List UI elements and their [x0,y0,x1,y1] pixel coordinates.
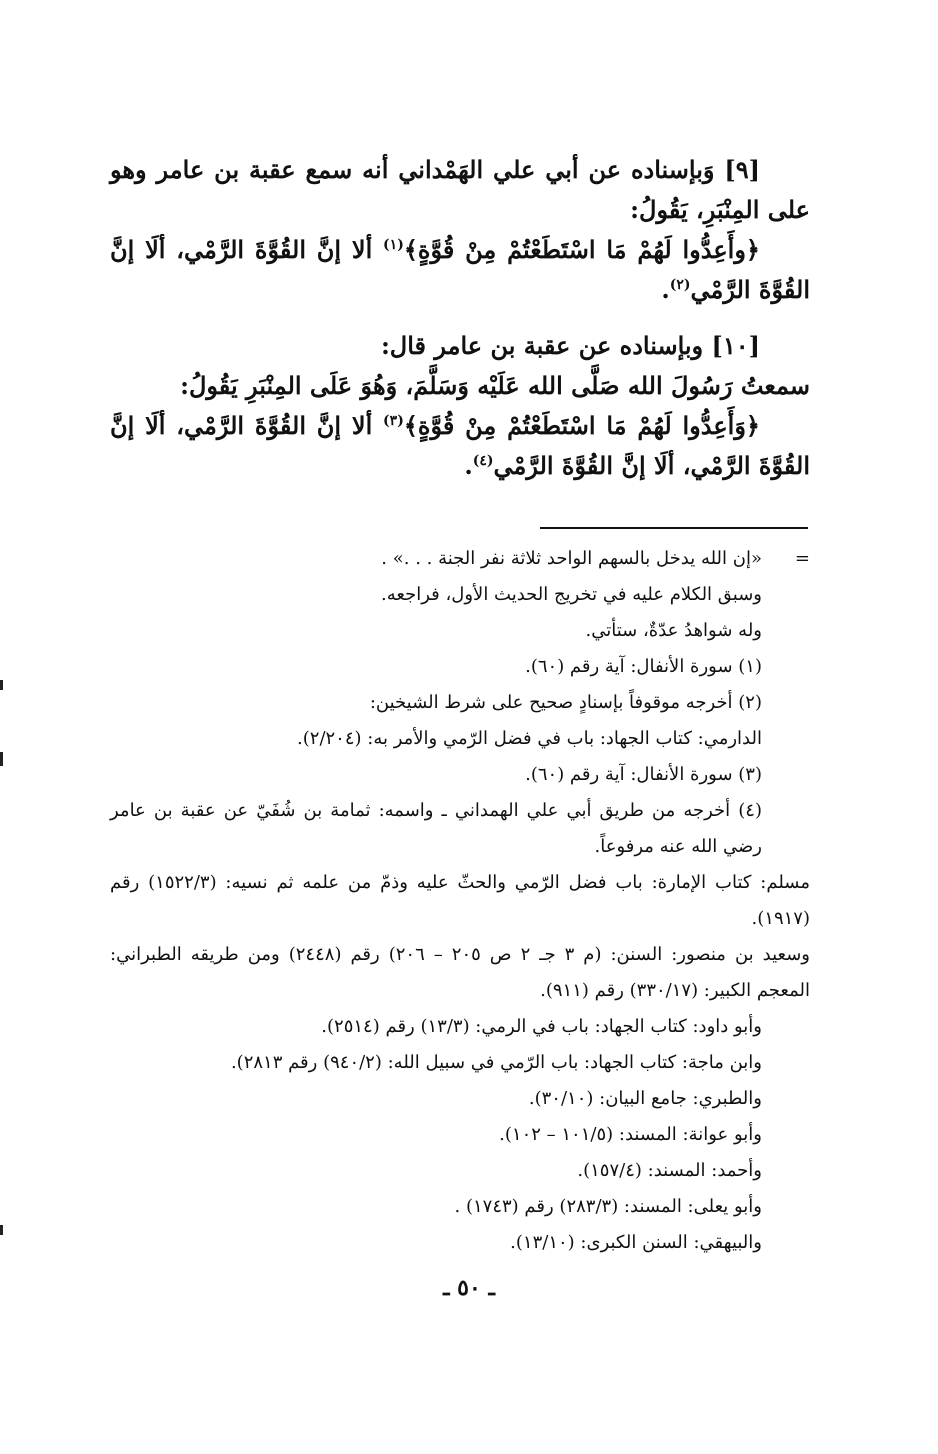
hadith-9-rest-cont: القُوَّةَ الرَّمْي [690,275,810,304]
main-text [110,150,810,486]
footnote-ref-4: (٤) [472,453,494,469]
hadith-10-verse: ﴿وَأَعِدُّوا لَهُمْ مَا اسْتَطَعْتُمْ مِنْ قُوَّةٍ﴾ [403,411,760,440]
hadith-9-text [110,230,810,310]
footnote-4-muslim: مسلم: كتاب الإمارة: باب فضل الرّمي والحثّ عليه وذمّ من علمه ثم نسيه: (١٥٢٢/٣) رقم (١٩١٧). [110,872,811,929]
footnote-4-abuyala: وأبو يعلى: المسند: (٢٨٣/٣) رقم (١٧٤٣) . [454,1196,762,1217]
footnote-4-abudawud: وأبو داود: كتاب الجهاد: باب في الرمي: (١٣/٣) رقم (٢٥١٤). [321,1016,762,1037]
scan-edge-mark [0,1225,3,1235]
hadith-10-text [110,406,810,486]
hadith-9 [110,150,810,230]
footnote-4-bayhaqi: والبيهقي: السنن الكبرى: (١٣/١٠). [510,1232,762,1253]
scan-edge-mark [0,752,3,766]
footnote-2-darimi: الدارمي: كتاب الجهاد: باب في فضل الرّمي والأمر به: (٢/٢٠٤). [297,728,762,749]
footnote-4-saeed: وسعيد بن منصور: السنن: (م ٣ جـ ٢ ص ٢٠٥ – ٢٠٦) رقم (٢٤٤٨) ومن طريقه الطبراني: المعجم الكبير: (٣٣٠/١٧) رقم (٩١١). [110,944,810,1001]
footnote-separator [540,527,808,529]
hadith-10-chain: سمعتُ رَسُولَ الله صَلَّى الله عَلَيْه وَسَلَّمَ، وَهُوَ عَلَى المِنْبَرِ يَقُولُ: [180,371,810,400]
footnote-ref-1: (١) [383,237,404,253]
footnote-ref-2: (٢) [669,277,691,293]
hadith-9-intro: [٩] وَبإسناده عن أبي علي الهَمْداني أنه سمع عقبة بن عامر وهو على [110,155,810,224]
footnote-4: (٤) أخرجه من طريق أبي علي الهمداني ـ واسمه: ثمامة بن شُفَيّ عن عقبة بن عامر رضي الله عنه مرفوعاً. [110,800,762,857]
footnote-2: (٢) أخرجه موقوفاً بإسنادٍ صحيح على شرط الشيخين: [369,692,762,713]
footnote-4-ibnmajah: وابن ماجة: كتاب الجهاد: باب الرّمي في سبيل الله: (٩٤٠/٢) رقم ٢٨١٣). [230,1052,762,1073]
footnote-1: (١) سورة الأنفال: آية رقم (٦٠). [525,656,762,677]
footnote-4-tabari: والطبري: جامع البيان: (٣٠/١٠). [528,1088,762,1109]
hadith-10-intro: [١٠] وبإسناده عن عقبة بن عامر قال: [380,331,760,360]
hadith-9-end: . [661,275,670,304]
hadith-9-rest: ألا إنَّ القُوَّةَ الرَّمْي، ألَا إنَّ [110,235,384,264]
footnote-4-ahmad: وأحمد: المسند: (١٥٧/٤). [577,1160,762,1181]
continuation-mark: = [794,548,810,569]
hadith-9-verse: ﴿وأَعِدُّوا لَهُمْ مَا اسْتَطَعْتُمْ مِنْ قُوَّةٍ﴾ [403,235,760,264]
footnote-4-abuawana: وأبو عوانة: المسند: (١٠١/٥ – ١٠٢). [499,1124,762,1145]
footnotes [110,541,810,1261]
continuation-line-1: «إن الله يدخل بالسهم الواحد ثلاثة نفر الجنة . . .» . [381,548,762,569]
footnote-ref-3: (٣) [383,413,404,429]
page-number: ـ ٥٠ ـ [443,1275,495,1301]
scan-edge-mark [0,680,3,690]
hadith-10-rest-cont: القُوَّةَ الرَّمْي، ألَا إنَّ القُوَّةَ الرَّمْي [493,451,810,480]
hadith-9-intro-cont: المِنْبَرِ، يَقُولُ: [630,195,760,224]
continuation-line-2: وسبق الكلام عليه في تخريج الحديث الأول، فراجعه. [381,584,762,605]
footnote-3: (٣) سورة الأنفال: آية رقم (٦٠). [525,764,762,785]
footnote-continuation [110,541,810,577]
hadith-10-rest: ألا إنَّ القُوَّةَ الرَّمْي، ألَا إنَّ [110,411,384,440]
continuation-line-3: وله شواهدُ عدّةٌ، ستأتي. [585,620,762,641]
hadith-10-end: . [464,451,473,480]
